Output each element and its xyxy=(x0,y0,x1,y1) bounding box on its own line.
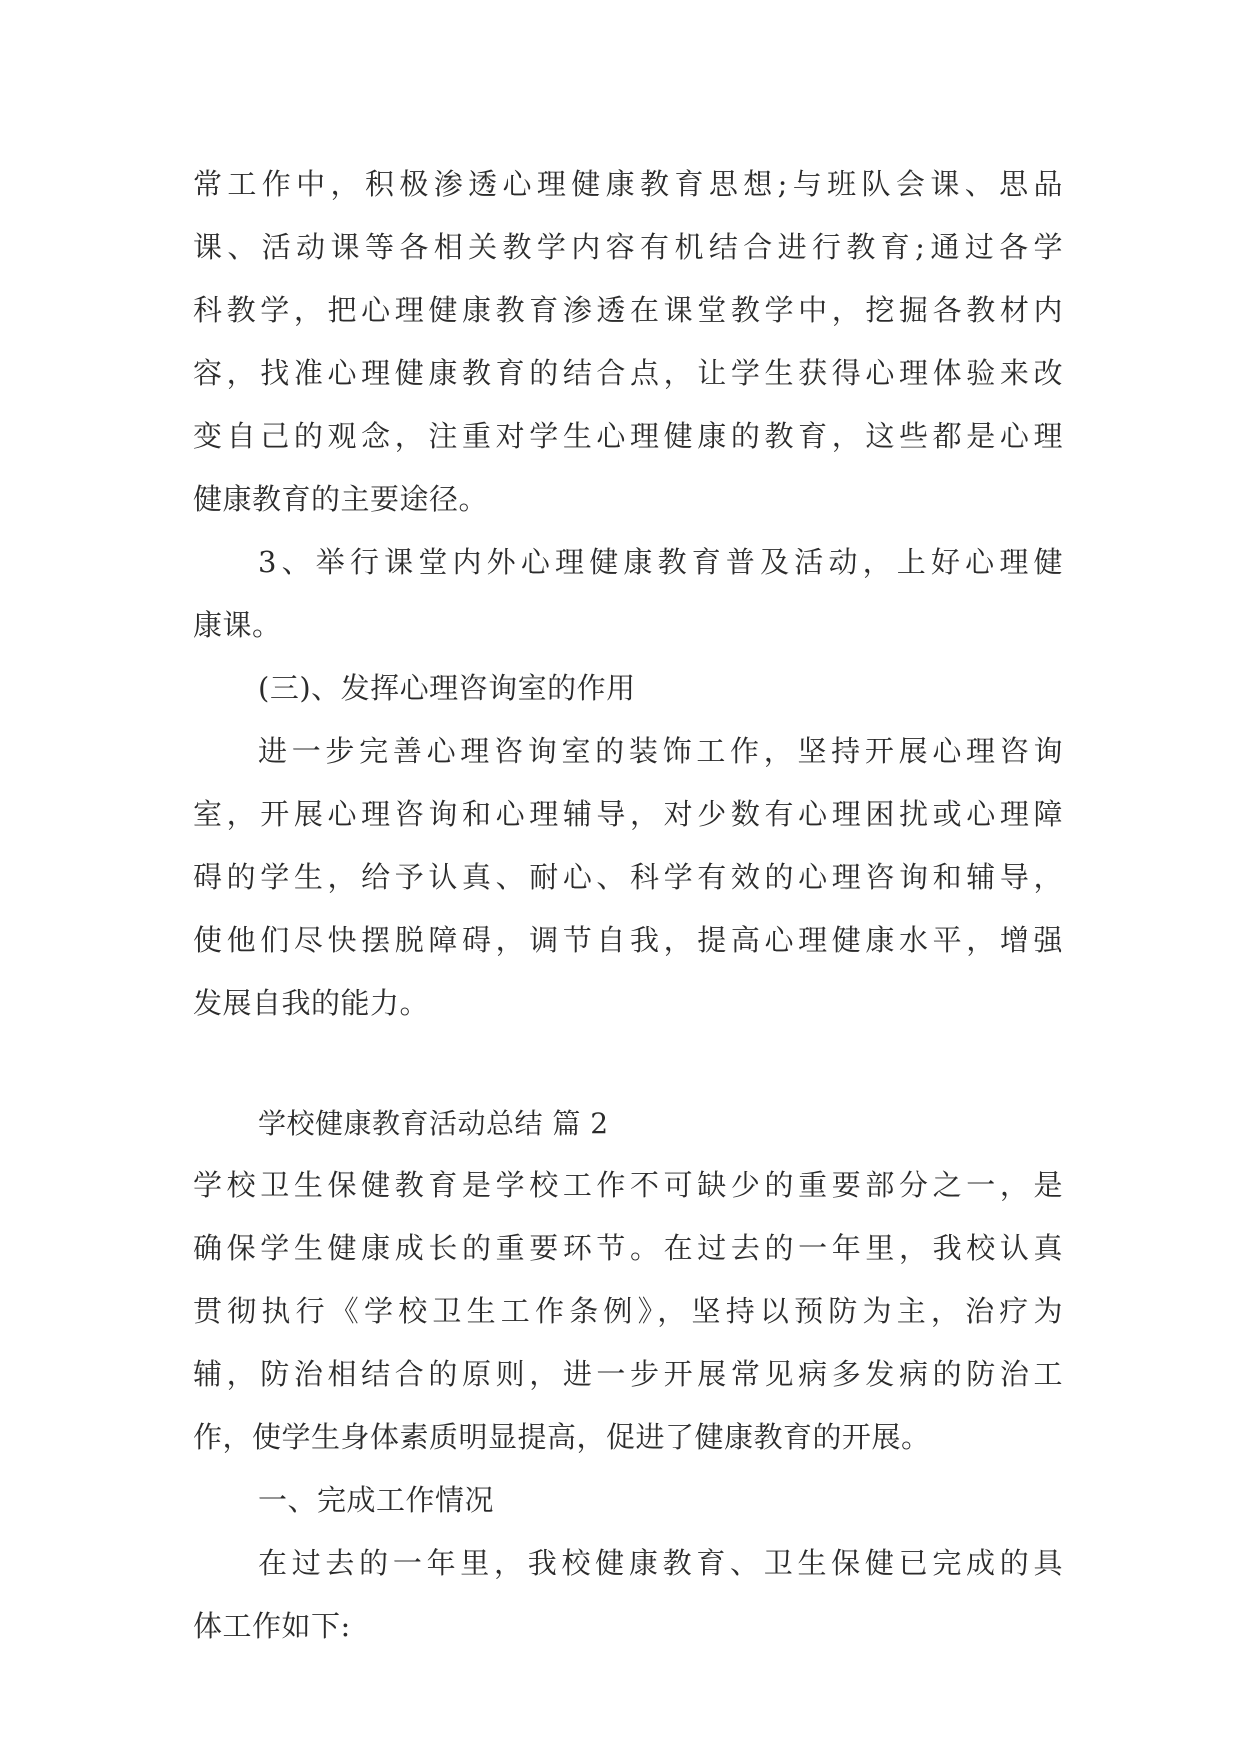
text-line: 进一步完善心理咨询室的装饰工作，坚持开展心理咨询 xyxy=(258,734,1063,768)
text-line: 学校卫生保健教育是学校工作不可缺少的重要部分之一，是 xyxy=(193,1168,1063,1202)
text-line: 容，找准心理健康教育的结合点，让学生获得心理体验来改 xyxy=(193,356,1063,390)
text-line: 康课。 xyxy=(193,608,282,642)
text-line: 课、活动课等各相关教学内容有机结合进行教育;通过各学 xyxy=(193,230,1063,264)
text-line: 常工作中，积极渗透心理健康教育思想;与班队会课、思品 xyxy=(193,167,1063,201)
section-heading: (三)、发挥心理咨询室的作用 xyxy=(258,671,636,705)
text-line: 发展自我的能力。 xyxy=(193,986,430,1020)
text-line: 使他们尽快摆脱障碍，调节自我，提高心理健康水平，增强 xyxy=(193,923,1063,957)
text-line: 变自己的观念，注重对学生心理健康的教育，这些都是心理 xyxy=(193,419,1063,453)
text-line: 室，开展心理咨询和心理辅导，对少数有心理困扰或心理障 xyxy=(193,797,1063,831)
text-line: 辅，防治相结合的原则，进一步开展常见病多发病的防治工 xyxy=(193,1357,1063,1391)
article-title: 学校健康教育活动总结 篇 2 xyxy=(258,1107,609,1140)
text-line: 碍的学生，给予认真、耐心、科学有效的心理咨询和辅导， xyxy=(193,860,1063,894)
section-heading: 一、完成工作情况 xyxy=(258,1483,495,1517)
text-line: 在过去的一年里，我校健康教育、卫生保健已完成的具 xyxy=(258,1546,1063,1580)
text-line: 贯彻执行《学校卫生工作条例》，坚持以预防为主，治疗为 xyxy=(193,1294,1063,1328)
text-line: 确保学生健康成长的重要环节。在过去的一年里，我校认真 xyxy=(193,1231,1063,1265)
text-line: 体工作如下: xyxy=(193,1609,351,1643)
text-line: 科教学，把心理健康教育渗透在课堂教学中，挖掘各教材内 xyxy=(193,293,1063,327)
text-line: 作，使学生身体素质明显提高，促进了健康教育的开展。 xyxy=(193,1420,931,1454)
text-line: 健康教育的主要途径。 xyxy=(193,482,489,516)
text-line: 3、举行课堂内外心理健康教育普及活动，上好心理健 xyxy=(258,545,1063,579)
